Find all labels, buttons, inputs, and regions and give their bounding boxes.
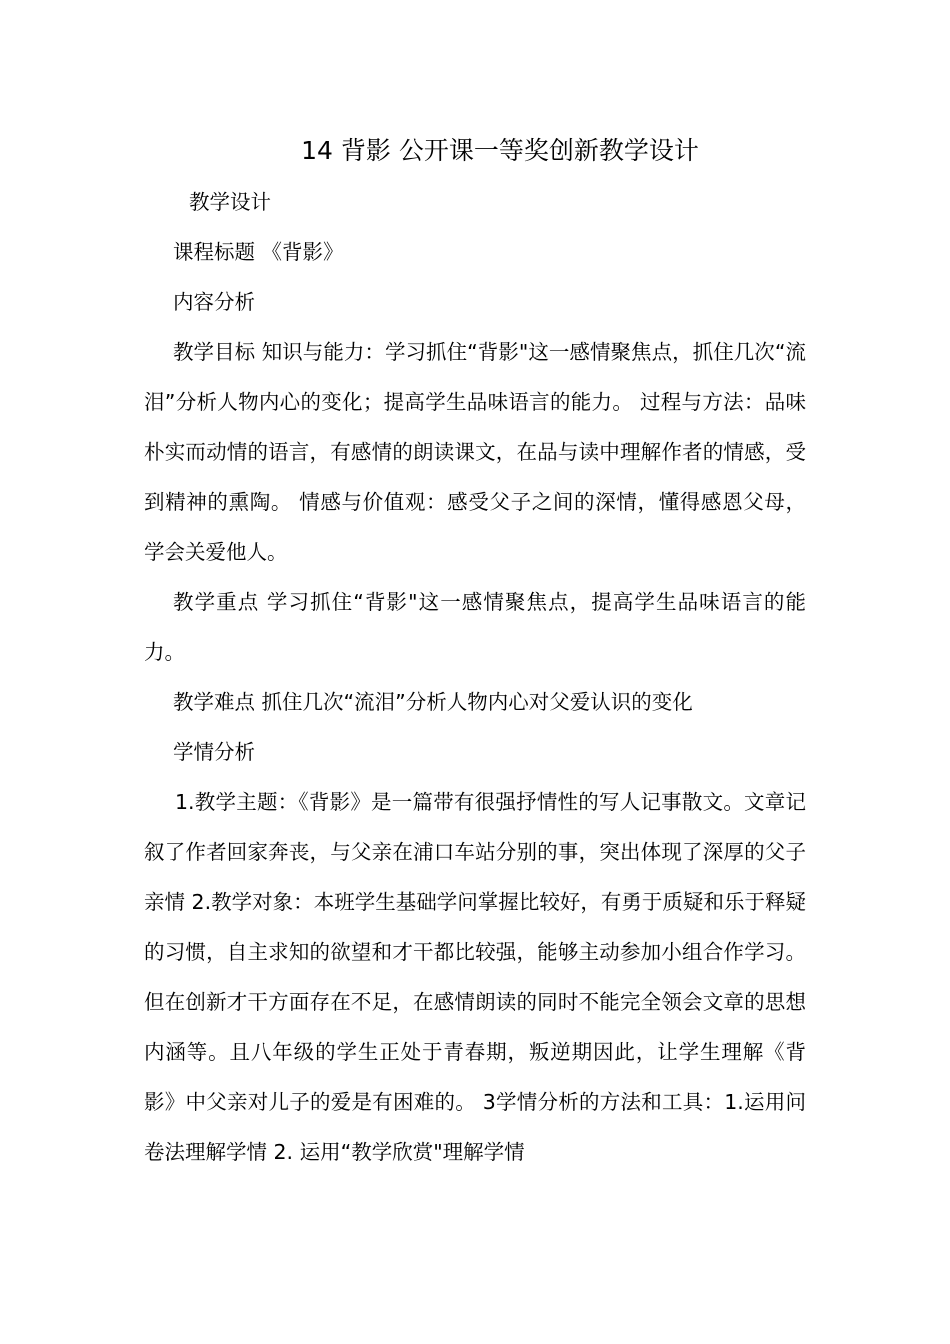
paragraph-course-title: 课程标题 《背影》 (173, 240, 344, 264)
section-heading-content-analysis: 内容分析 (173, 290, 255, 314)
section-heading-teaching-design: 教学设计 (189, 190, 271, 214)
document-title: 14 背影 公开课一等奖创新教学设计 (301, 136, 699, 165)
paragraph-teaching-objectives: 教学目标 知识与能力：学习抓住“背影"这一感情聚焦点，抓住几次“流泪”分析人物内心的变化；提高学生品味语言的能力。 过程与方法：品味朴实而动情的语言，有感情的朗读课文，在品与读中理解作者的情感，受到精神的熏陶。 情感与价值观：感受父子之间的深情，懂得感恩父母，学会关爱他人。 (144, 340, 806, 564)
document-body (144, 177, 806, 1177)
paragraph-teaching-difficulty: 教学难点 抓住几次“流泪”分析人物内心对父爱认识的变化 (173, 690, 693, 714)
paragraph-teaching-focus: 教学重点 学习抓住“背影"这一感情聚焦点，提高学生品味语言的能力。 (144, 590, 806, 664)
paragraph-student-analysis-details: 1.教学主题：《背影》是一篇带有很强抒情性的写人记事散文。文章记叙了作者回家奔丧，与父亲在浦口车站分别的事，突出体现了深厚的父子亲情 2.教学对象：本班学生基础学问掌握比较好，有勇于质疑和乐于释疑的习惯，自主求知的欲望和才干都比较强，能够主动参加小组合作学习。但在创新才干方面存在不足，在感情朗读的同时不能完全领会文章的思想内涵等。且八年级的学生正处于青春期，叛逆期因此，让学生理解《背影》中父亲对儿子的爱是有困难的。 3学情分析的方法和工具：1.运用问卷法理解学情 2. 运用“教学欣赏"理解学情 (144, 790, 806, 1164)
section-heading-student-analysis: 学情分析 (173, 740, 255, 764)
